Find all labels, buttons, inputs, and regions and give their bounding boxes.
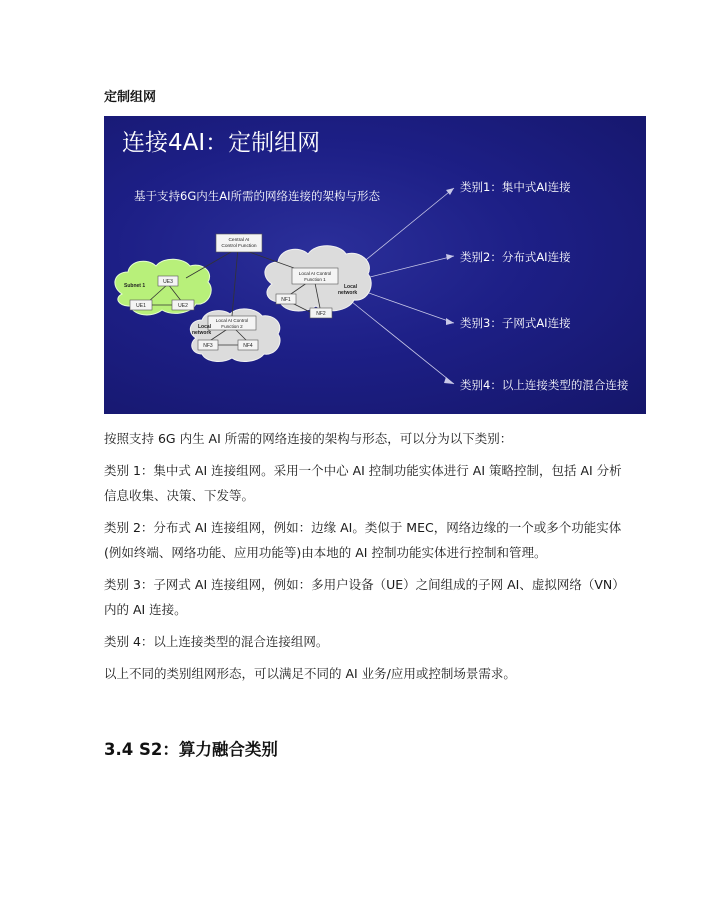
ue2-label: UE2 (178, 303, 188, 309)
nf1-label: NF1 (281, 297, 291, 303)
local-ai-2-label-2: Function 2 (221, 324, 243, 329)
section-title: 定制组网 (104, 90, 157, 105)
arrow-category-4 (352, 302, 454, 384)
central-ai-label-2: Control Function (221, 244, 257, 249)
category-3-label: 类别3：子网式AI连接 (460, 316, 571, 330)
category-1-label: 类别1：集中式AI连接 (460, 180, 571, 194)
arrow-category-3 (366, 292, 454, 323)
ue1-label: UE1 (136, 303, 146, 309)
nf4-label: NF4 (243, 343, 253, 349)
category-1-paragraph: 类别 1：集中式 AI 连接组网。采用一个中心 AI 控制功能实体进行 AI 策略控制，包括 AI 分析信息收集、决策、下发等。 (104, 463, 622, 503)
local-ai-1-label-2: Function 1 (304, 277, 326, 282)
arrow-category-2 (366, 256, 454, 278)
category-2-paragraph: 类别 2：分布式 AI 连接组网，例如：边缘 AI。类似于 MEC，网络边缘的一个或多个功能实体(例如终端、网络功能、应用功能等)由本地的 AI 控制功能实体进行控制和管理。 (104, 520, 622, 560)
category-3-paragraph: 类别 3：子网式 AI 连接组网，例如：多用户设备（UE）之间组成的子网 AI、虚拟网络（VN）内的 AI 连接。 (104, 577, 619, 617)
local-network-2-label-2: network (192, 330, 212, 336)
local-ai-2-label-1: Local AI Control (215, 318, 249, 323)
local-network-2-label-1: Local (198, 324, 212, 330)
subnet-label: Subnet 1 (124, 283, 146, 289)
nf2-label: NF2 (316, 311, 326, 317)
ue3-label: UE3 (163, 279, 173, 285)
central-ai-box (216, 234, 262, 252)
slide-image (104, 116, 646, 414)
category-2-label: 类别2：分布式AI连接 (460, 250, 571, 264)
local-network-label-1: Local (344, 284, 358, 290)
central-ai-label-1: Central AI (228, 238, 250, 243)
category-4-label: 类别4：以上连接类型的混合连接 (460, 378, 629, 392)
intro-paragraph: 按照支持 6G 内生 AI 所需的网络连接的架构与形态，可以分为以下类别： (104, 431, 513, 446)
section-heading: 3.4 S2：算力融合类别 (104, 740, 278, 759)
network-diagram (104, 116, 646, 414)
category-4-paragraph: 类别 4：以上连接类型的混合连接组网。 (104, 634, 329, 649)
local-ai-1-label-1: Local AI Control (298, 271, 332, 276)
slide-subtitle: 基于支持6G内生AI所需的网络连接的架构与形态 (134, 189, 380, 203)
nf3-label: NF3 (203, 343, 213, 349)
slide-title: 连接4AI：定制组网 (122, 130, 321, 156)
local-network-label-2: network (338, 290, 358, 296)
closing-paragraph: 以上不同的类别组网形态，可以满足不同的 AI 业务/应用或控制场景需求。 (104, 666, 516, 681)
